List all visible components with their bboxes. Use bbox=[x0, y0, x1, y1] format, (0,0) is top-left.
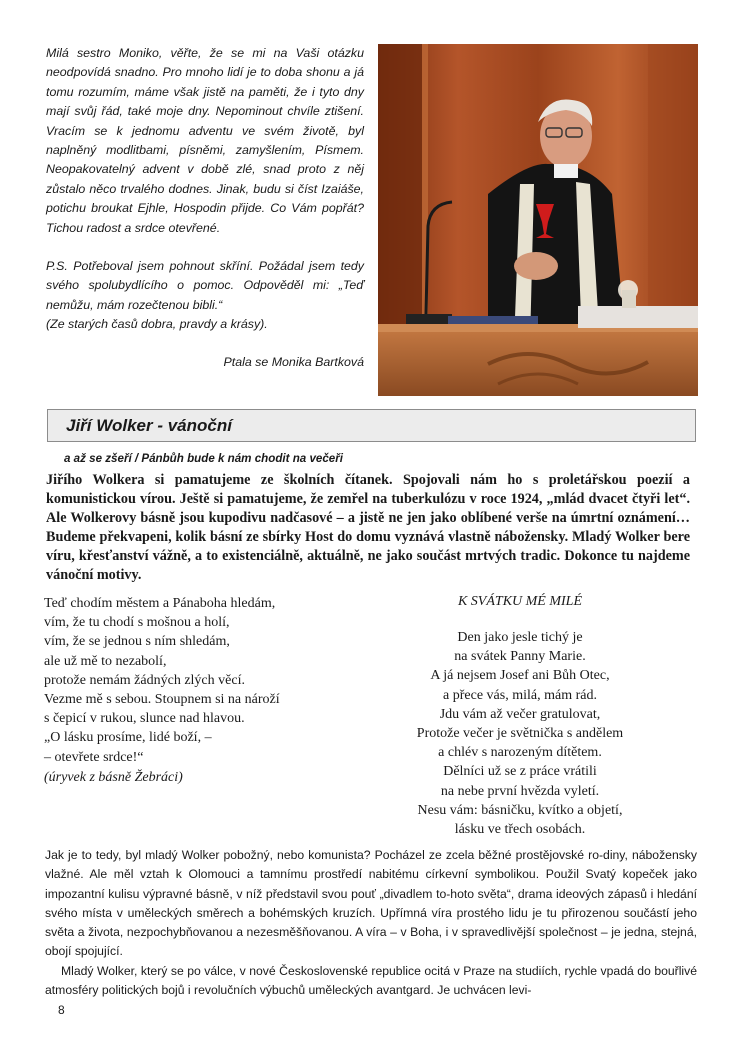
intro-paragraph: Jiřího Wolkera si pamatujeme ze školních čítanek. Spojovali nám ho s proletářskou poezií a komunistickou vírou. Ještě si pamatujeme, že zemřel na tuberkulózu v roce 1924, „mlád dvacet čtyři let“. Ale Wolkerovy básně jsou kupodivu nadčasové – a jistě ne jen jako oblíbené verše na úmrtní oznámení… Budeme překvapeni, kolik básní ze sbírky Host do domu vyznává vlastně nábožensky. Mladý Wolker bere víru, křesťanství vážně, a to existenciálně, aktuálně, ne jako součást mrtvých tradic. Dokonce tu najdeme vánoční motivy. bbox=[46, 472, 690, 584]
letter-block bbox=[46, 44, 364, 372]
poem-line: a přece vás, milá, mám rád. bbox=[443, 687, 597, 703]
poem-k-svatku bbox=[380, 628, 660, 839]
letter-body: Milá sestro Moniko, věřte, že se mi na Vaši otázku neodpovídá snadno. Pro mnoho lidí je to doba shonu a já tomu rozumím, máme však jistě na paměti, že i tyto dny mají svůj řád, také moje dny. Nepominout chvíle ztišení. Vracím se k jednomu adventu ve svém životě, byl naplněný modlitbami, písněmi, zamyšlením, Písmem. Neopakovatelný advent v době zlé, snad proto z něj zůstalo něco trvalého dodnes. Jinak, budu si číst Izaiáše, potichu broukat Ejhle, Hospodin přijde. Co Vám popřát? Tichou radost a srdce otevřené. bbox=[46, 46, 364, 235]
poem-line: vím, že tu chodí s mošnou a holí, bbox=[44, 615, 230, 631]
poem-line: vím, že se jednou s ním shledám, bbox=[44, 634, 230, 650]
poem-line: na svátek Panny Marie. bbox=[454, 649, 586, 665]
poem-line: protože nemám žádných zlých věcí. bbox=[44, 672, 245, 688]
poem-line: s čepicí v rukou, slunce nad hlavou. bbox=[44, 711, 245, 727]
article-body bbox=[45, 846, 697, 1000]
poem-line: Protože večer je světnička s andělem bbox=[416, 726, 624, 742]
section-title: Jiří Wolker - vánoční bbox=[66, 416, 232, 435]
poem-line: A já nejsem Josef ani Bůh Otec, bbox=[430, 668, 610, 684]
photo-illustration bbox=[378, 44, 698, 396]
letter-postscript: P.S. Potřeboval jsem pohnout skříní. Požádal jsem tedy svého spolubydlícího o pomoc. Odpověděl mi: „Teď nemůžu, mám rozečtenou bibli.“ bbox=[46, 259, 364, 312]
poem-line: Nesu vám: básničku, kvítko a objetí, bbox=[417, 802, 623, 818]
poem-line: Teď chodím městem a Pánaboha hledám, bbox=[44, 596, 276, 611]
article-paragraph: Jak je to tedy, byl mladý Wolker pobožný, nebo komunista? Pocházel ze zcela běžné prostějovské ro-diny, nábožensky vlažné. Ale měl vztah k Olomouci a tamnímu prostředí nabitému církevní symbolikou. Použil Svatý kopeček jako impozantní kulisu výpravné básně, v níž představil svou pouť „divadlem to-hoto světa“, drama ideových zápasů i hledání svého místa v uměleckých směrech a bohémských kruzích. Upřímná víra prostého lidu je tu přirozenou součástí jeho světa a života, nezpochybňovanou a nezesměšňovanou. A víra – v Boha, i v spravedlivější společnost – je jedna, stejná, obojí spojující. bbox=[45, 848, 697, 959]
section-header bbox=[47, 409, 696, 442]
poem-line: Den jako jesle tichý je bbox=[457, 630, 583, 645]
poem-zebraci bbox=[44, 594, 280, 767]
letter-postscript-note: (Ze starých časů dobra, pravdy a krásy). bbox=[46, 317, 268, 332]
section-subtitle: a až se zšeří / Pánbůh bude k nám chodit na večeři bbox=[64, 452, 343, 465]
poem-line: Vezme mě s sebou. Stoupnem si na nároží bbox=[44, 692, 280, 708]
poem-line: lásku ve třech osobách. bbox=[454, 822, 586, 838]
poem-line: ale už mě to nezabolí, bbox=[44, 653, 167, 669]
poem-title: K SVÁTKU MÉ MILÉ bbox=[457, 594, 583, 609]
article-paragraph: Mladý Wolker, který se po válce, v nové Československé republice ocitá v Praze na studiích, rychle vpadá do bouřlivé atmosféry politických bojů i revolučních výbuchů uměleckých avantgard. Je uchvácen levi- bbox=[45, 963, 697, 998]
poem-line: „O lásku prosíme, lidé boží, – bbox=[44, 730, 212, 746]
poem-line: Jdu vám až večer gratulovat, bbox=[439, 706, 601, 722]
poem-line: – otevřete srdce!“ bbox=[44, 749, 144, 765]
poem-line: Dělníci už se z práce vrátili bbox=[443, 764, 597, 780]
poem-line: na nebe první hvězda vyletí. bbox=[440, 783, 600, 799]
photo-priest-at-lectern bbox=[378, 44, 698, 396]
page-number: 8 bbox=[58, 1003, 65, 1017]
letter-signature: Ptala se Monika Bartková bbox=[223, 354, 364, 369]
poem-source: (úryvek z básně Žebráci) bbox=[44, 770, 183, 785]
poem-line: a chlév s narozeným dítětem. bbox=[438, 745, 602, 761]
